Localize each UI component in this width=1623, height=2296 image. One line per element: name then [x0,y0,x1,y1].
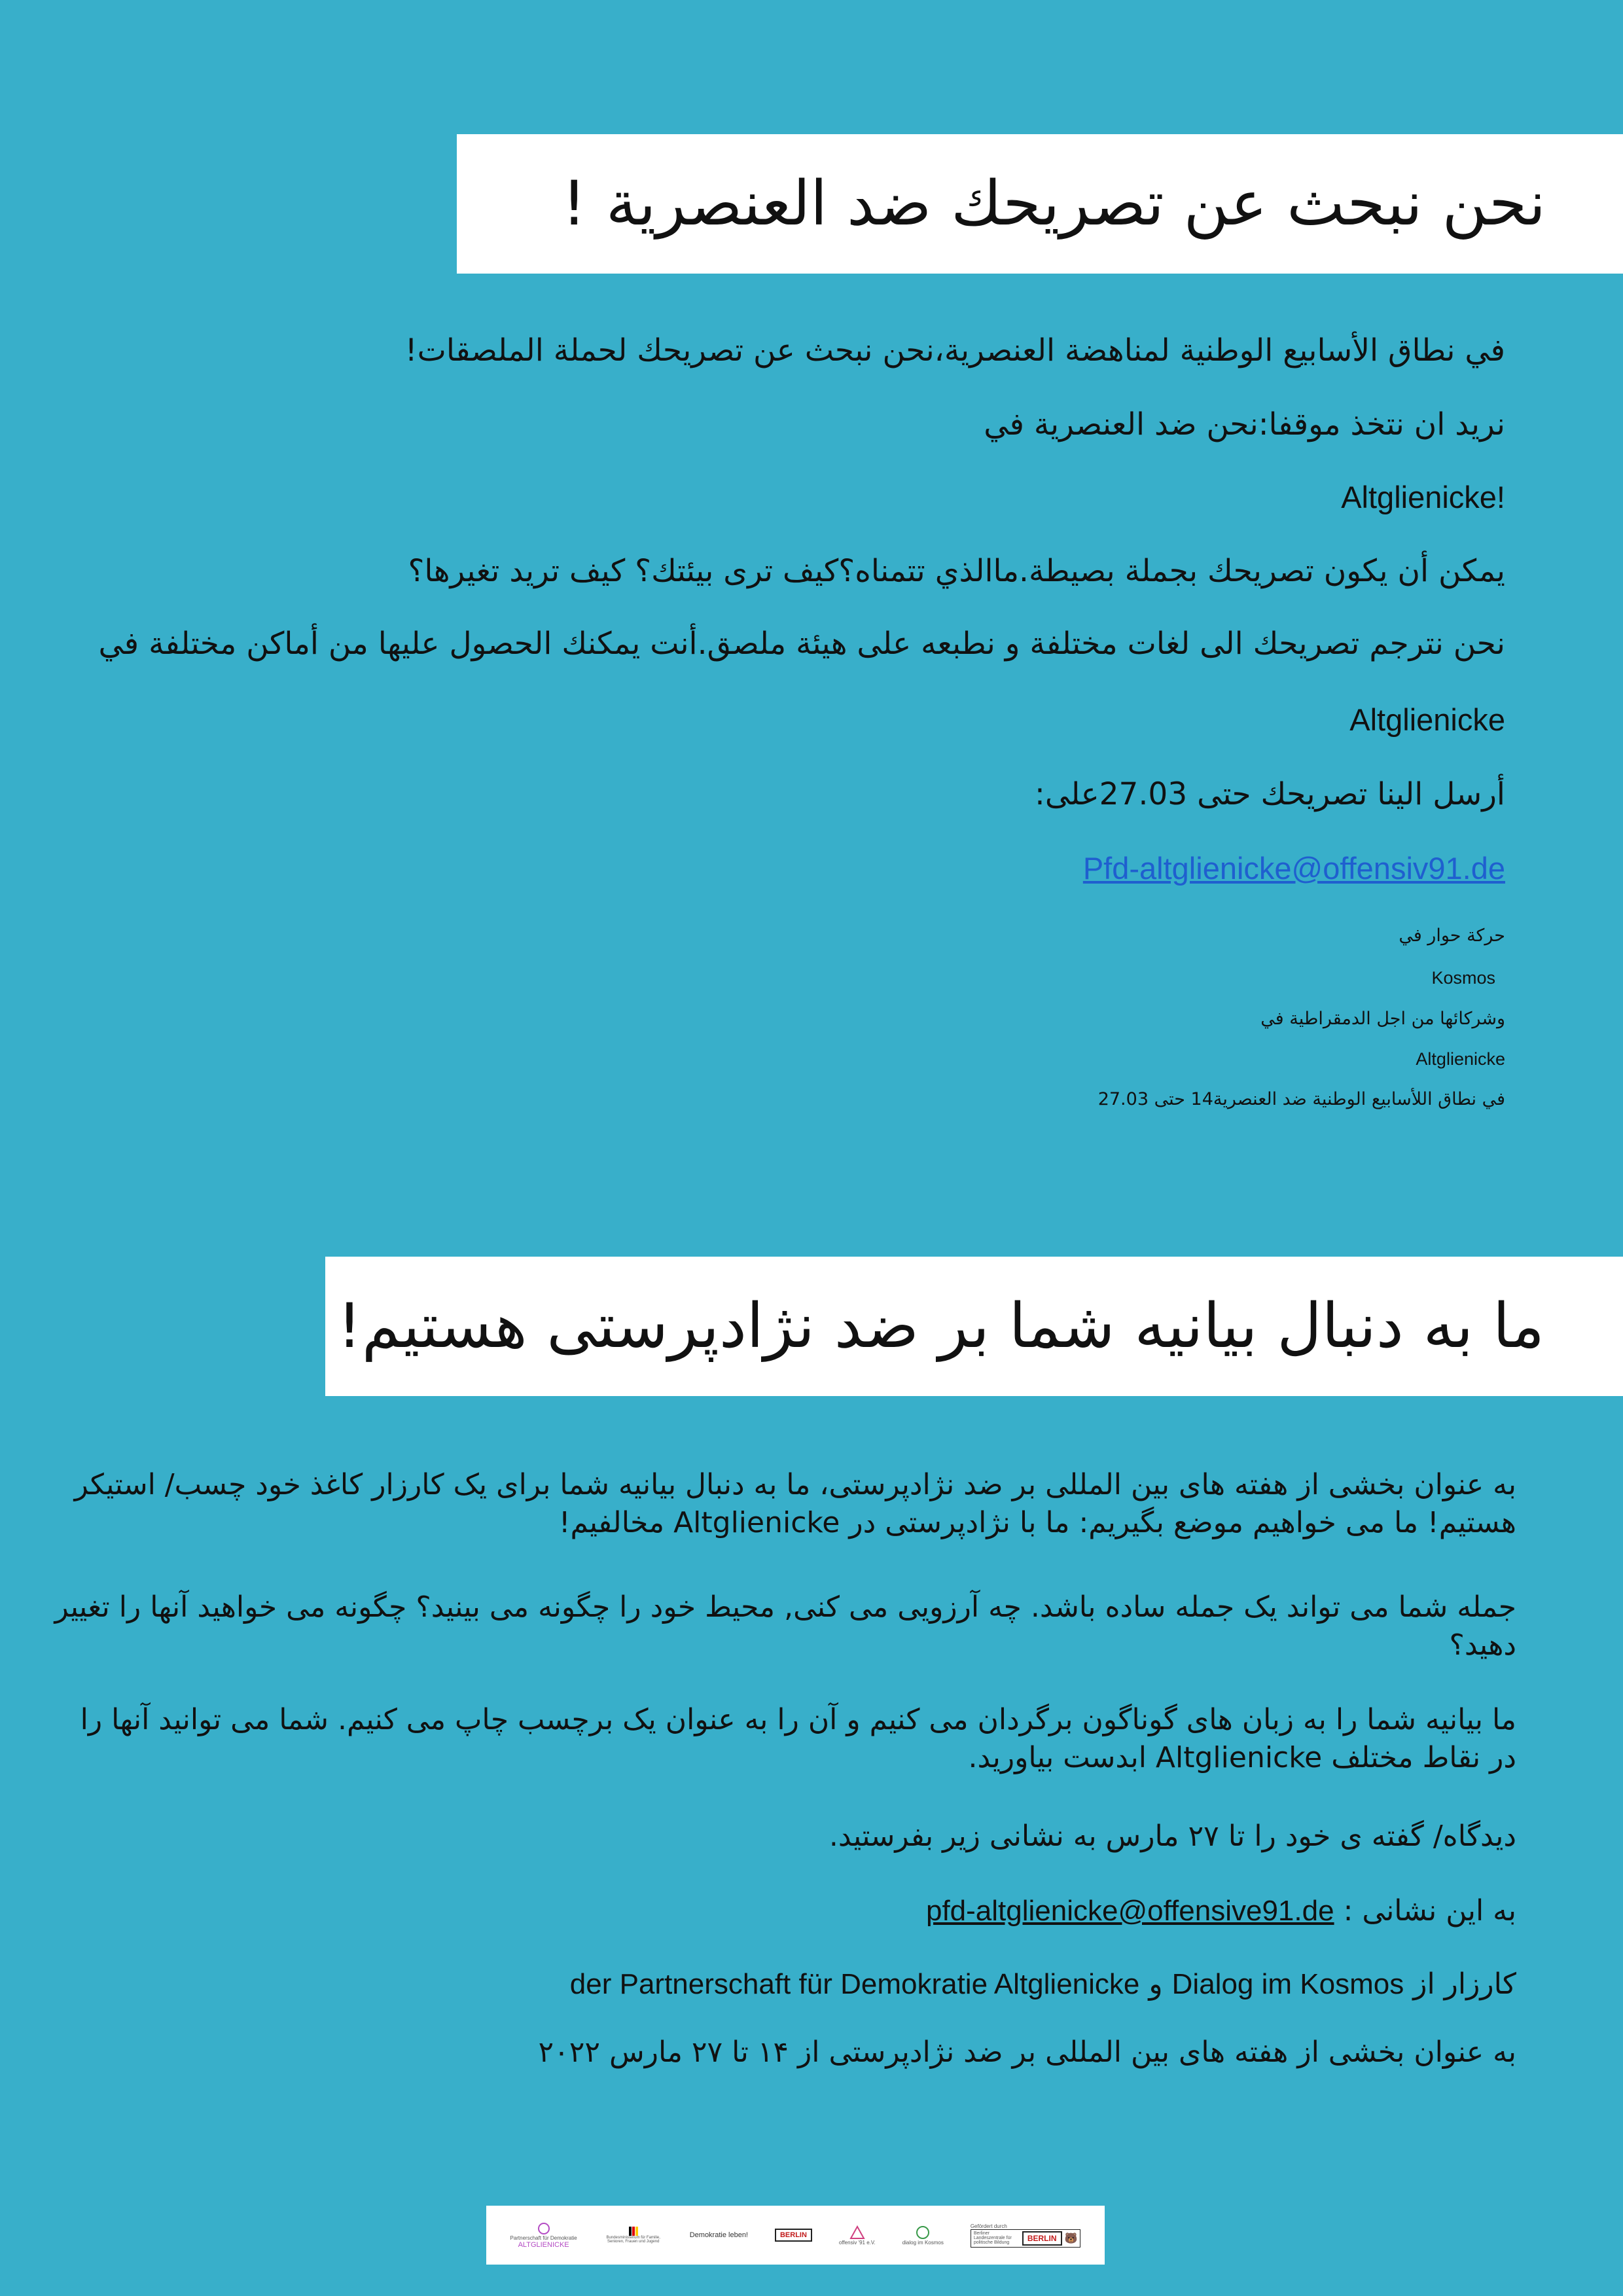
persian-email-link[interactable]: pfd-altglienicke@offensive91.de [925,1895,1334,1927]
arabic-line-1: في نطاق الأسابيع الوطنية لمناهضة العنصرية،نحن نبحث عن تصريحك لحملة الملصقات! [404,332,1505,368]
partnerschaft-logo [510,2222,577,2249]
dialog-kosmos-logo [902,2225,944,2246]
arabic-line-4: يمكن أن يكون تصريحك بجملة بصيطة.ماالذي تتمناه؟كيف ترى بيئتك؟ كيف تريد تغيرها؟ [408,553,1505,589]
offensiv-logo-icon [847,2225,867,2240]
arabic-line-7: أرسل الينا تصريحك حتى 27.03على: [1035,776,1505,812]
persian-address-line [926,1894,1516,1928]
demokratie-leben-text: Demokratie leben! [689,2231,748,2239]
arabic-title-banner [457,134,1623,274]
arabic-small-line-2: Kosmos [1431,968,1495,988]
arabic-line-5: نحن نترجم تصريحك الى لغات مختلفة و نطبعه على هيئة ملصق.أنت يمكنك الحصول عليها من أماكن مختلفة في [98,626,1505,662]
berlin-logo-2-text: BERLIN [1022,2231,1062,2246]
persian-address-label: به این نشانی : [1343,1894,1516,1928]
arabic-line-3: Altglienicke! [1341,480,1505,514]
persian-campaign-prefix: کارزار از [1413,1967,1516,2001]
persian-campaign-line [570,1967,1516,2001]
arabic-line-6: Altglienicke [1349,702,1505,737]
persian-title: ما به دنبال بیانیه شما بر ضد نژادپرستی هستیم! [337,1291,1544,1362]
persian-title-banner [325,1257,1623,1396]
sponsor-logo-strip [486,2206,1105,2265]
dialog-kosmos-icon [913,2225,933,2240]
landeszentrale-text: Berliner Landeszentrale für politische Bildung [973,2231,1012,2245]
persian-paragraph-3: ما بیانیه شما را به زبان های گوناگون برگردان می کنیم و آن را به عنوان یک برچسب چاپ می کنیم. شما می توانید آنها را در نقاط مختلف Altglienicke ابدست بیاورید. [80,1703,1516,1774]
bmfsfj-logo-text: Bundesministerium für Familie, Senioren, Frauen und Jugend [606,2236,660,2244]
arabic-small-line-3: وشركائها من اجل الدمقراطية في [1260,1009,1505,1029]
partnerschaft-logo-sub: Partnerschaft für Demokratie [510,2234,577,2241]
berlin-logo-1 [775,2229,812,2242]
persian-campaign-org1: Dialog im Kosmos [1171,1968,1404,2000]
berlin-logo-1-text: BERLIN [775,2229,812,2242]
partnerschaft-logo-icon [531,2222,557,2235]
arabic-email-line [1083,850,1505,887]
persian-campaign-org2: der Partnerschaft für Demokratie Altglienicke [569,1968,1140,2000]
persian-campaign-and: و [1149,1967,1163,2001]
offensiv-logo [839,2225,876,2246]
federal-eagle-icon [629,2227,638,2236]
persian-paragraph-1: به عنوان بخشی از هفته های بین المللی بر ضد نژادپرستی، ما به دنبال بیانیه شما برای یک کارزار کاغذ خود چسب/ استیکر هستیم! ما می خواهیم موضع بگیریم: ما با نژادپرستی در Altglienicke مخالفیم! [74,1468,1516,1539]
arabic-line-2: نريد ان نتخذ موقفا:نحن ضد العنصرية في [984,406,1505,442]
arabic-small-line-1: حركة حوار في [1399,925,1505,946]
berlin-bear-icon: 🐻 [1064,2233,1078,2244]
persian-final-line: به عنوان بخشی از هفته های بین المللی بر ضد نژادپرستی از ۱۴ تا ۲۷ مارس ۲۰۲۲ [538,2036,1516,2069]
gefoerdert-label: Gefördert durch [970,2223,1007,2229]
arabic-email-link[interactable]: Pfd-altglienicke@offensiv91.de [1082,851,1505,886]
persian-deadline-line: دیدگاه/ گفته ی خود را تا ۲۷ مارس به نشانی زیر بفرستید. [829,1820,1516,1853]
dialog-kosmos-text: dialog im Kosmos [902,2239,944,2246]
partnerschaft-logo-text: ALTGLIENICKE [518,2240,569,2249]
arabic-small-line-4: Altglienicke [1416,1049,1505,1069]
bmfsfj-logo [604,2227,663,2244]
arabic-title: نحن نبحث عن تصريحك ضد العنصرية ! [562,168,1546,240]
gefoerdert-logo [971,2223,1081,2248]
arabic-small-line-5: في نطاق اللأسابيع الوطنية ضد العنصرية14 حتى 27.03 [1097,1089,1505,1109]
demokratie-leben-logo [690,2231,748,2239]
offensiv-logo-text: offensiv '91 e.V. [838,2239,876,2246]
persian-paragraph-2: جمله شما می تواند یک جمله ساده باشد. چه آرزویی می کنی, محیط خود را چگونه می بینید؟ چگونه می خواهید آنها را تغییر دهید؟ [54,1590,1516,1662]
